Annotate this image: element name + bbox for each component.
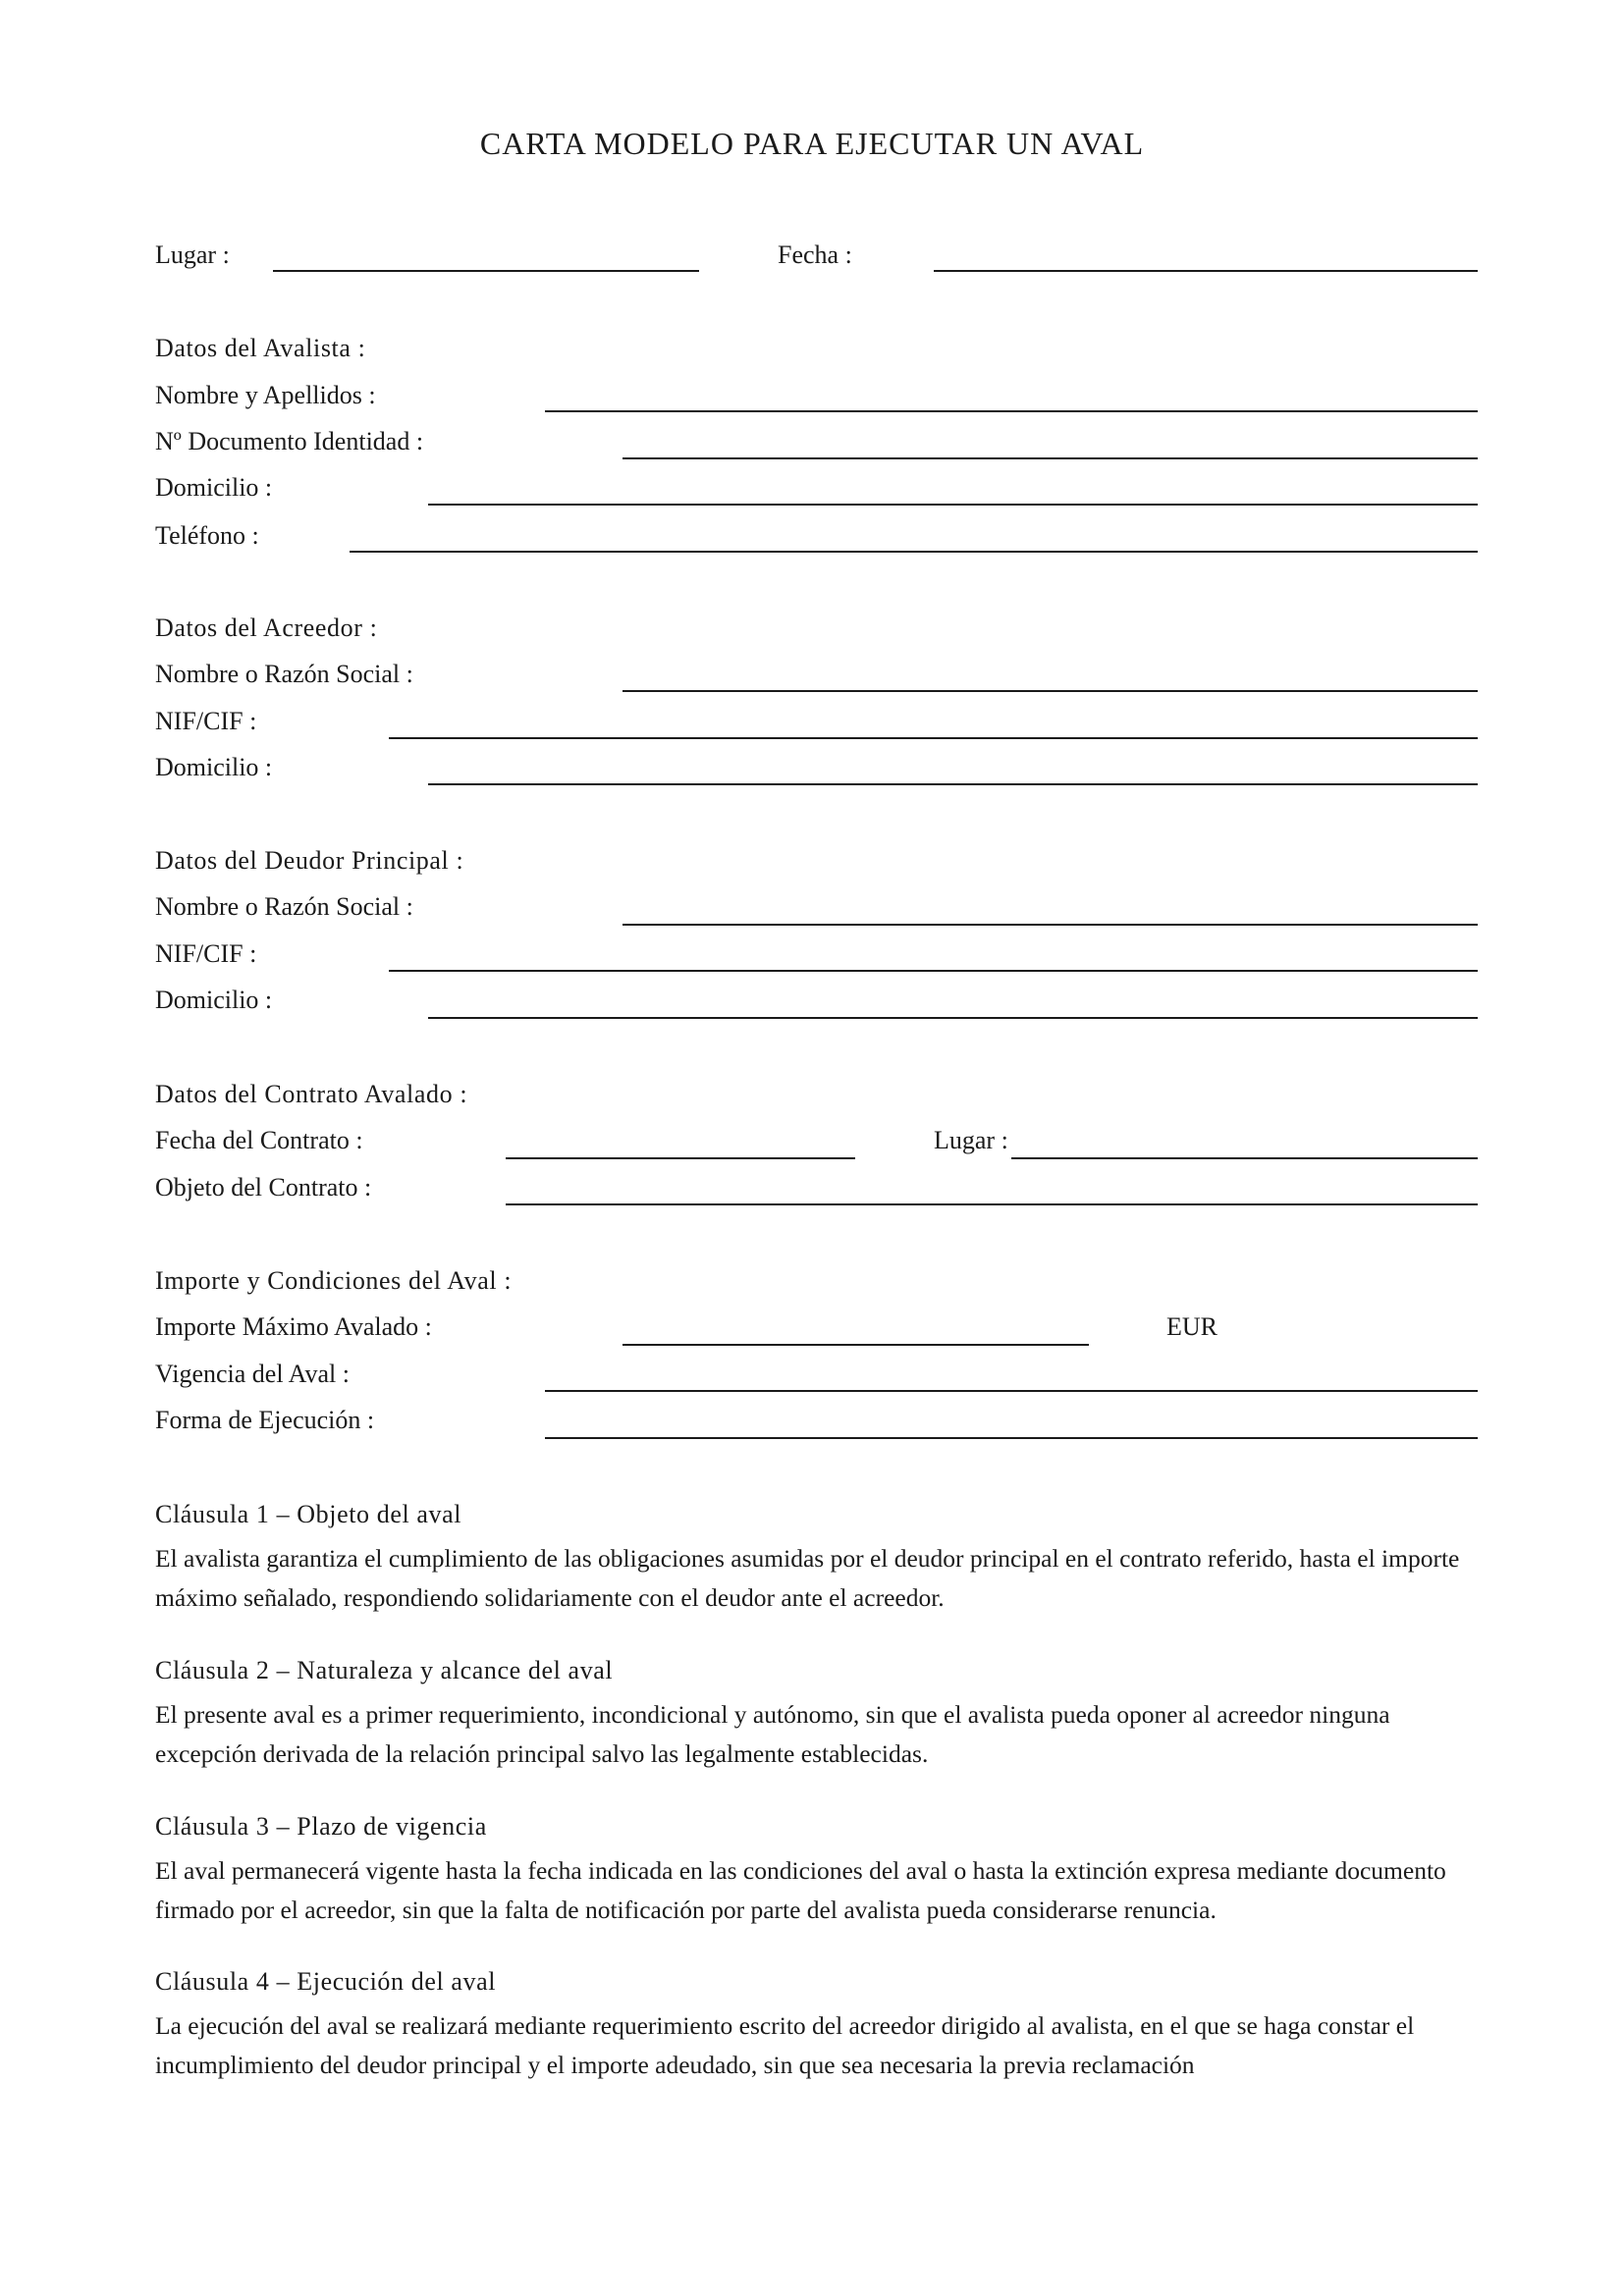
avalista-nombre-field-line[interactable] xyxy=(545,410,1478,412)
clause-3-text: El aval permanecerá vigente hasta la fecha indicada en las condiciones del aval o hasta la extinción expresa mediante documento firmado por el acreedor, sin que la falta de notificación por parte del avalista pueda considerarse renuncia. xyxy=(155,1856,1446,1924)
avalista-heading: Datos del Avalista : xyxy=(155,334,366,362)
contrato-fecha-field-line[interactable] xyxy=(506,1157,855,1159)
forma-ejecucion-label: Forma de Ejecución : xyxy=(155,1406,375,1434)
deudor-nif-label: NIF/CIF : xyxy=(155,939,257,968)
forma-ejecucion-field-line[interactable] xyxy=(545,1437,1478,1439)
avalista-telefono-label: Teléfono : xyxy=(155,521,259,550)
clause-3-heading: Cláusula 3 – Plazo de vigencia xyxy=(155,1812,487,1841)
contrato-lugar-label: Lugar : xyxy=(934,1126,1008,1154)
vigencia-field-line[interactable] xyxy=(545,1390,1478,1392)
contrato-heading: Datos del Contrato Avalado : xyxy=(155,1080,468,1108)
clause-1-heading: Cláusula 1 – Objeto del aval xyxy=(155,1500,462,1528)
importe-currency: EUR xyxy=(1166,1312,1218,1341)
deudor-nombre-label: Nombre o Razón Social : xyxy=(155,892,413,921)
clause-1-text: El avalista garantiza el cumplimiento de las obligaciones asumidas por el deudor principal en el contrato referido, hasta el importe máximo señalado, respondiendo solidariamente con el deudor ante el acreedor. xyxy=(155,1544,1460,1612)
lugar-field-line[interactable] xyxy=(273,270,699,272)
acreedor-domicilio-field-line[interactable] xyxy=(428,783,1478,785)
document-title: CARTA MODELO PARA EJECUTAR UN AVAL xyxy=(479,126,1145,161)
importe-maximo-label: Importe Máximo Avalado : xyxy=(155,1312,432,1341)
deudor-domicilio-label: Domicilio : xyxy=(155,986,273,1014)
contrato-lugar-field-line[interactable] xyxy=(1011,1157,1478,1159)
acreedor-domicilio-label: Domicilio : xyxy=(155,753,273,781)
fecha-label: Fecha : xyxy=(778,240,852,269)
acreedor-heading: Datos del Acreedor : xyxy=(155,614,378,642)
avalista-domicilio-label: Domicilio : xyxy=(155,473,273,502)
importe-maximo-field-line[interactable] xyxy=(623,1344,1089,1346)
lugar-label: Lugar : xyxy=(155,240,230,269)
contrato-fecha-label: Fecha del Contrato : xyxy=(155,1126,363,1154)
acreedor-nif-field-line[interactable] xyxy=(389,737,1478,739)
importe-heading: Importe y Condiciones del Aval : xyxy=(155,1266,513,1295)
clause-2-heading: Cláusula 2 – Naturaleza y alcance del aval xyxy=(155,1656,614,1684)
clause-2-text: El presente aval es a primer requerimiento, incondicional y autónomo, sin que el avalista pueda oponer al acreedor ninguna excepción derivada de la relación principal salvo las legalmente establecidas. xyxy=(155,1700,1390,1768)
contrato-objeto-label: Objeto del Contrato : xyxy=(155,1173,372,1201)
avalista-documento-field-line[interactable] xyxy=(623,457,1478,459)
deudor-nombre-field-line[interactable] xyxy=(623,924,1478,926)
avalista-telefono-field-line[interactable] xyxy=(350,551,1478,553)
deudor-heading: Datos del Deudor Principal : xyxy=(155,846,464,875)
avalista-domicilio-field-line[interactable] xyxy=(428,504,1478,506)
fecha-field-line[interactable] xyxy=(934,270,1478,272)
avalista-documento-label: Nº Documento Identidad : xyxy=(155,427,424,455)
clause-4-heading: Cláusula 4 – Ejecución del aval xyxy=(155,1967,497,1996)
acreedor-nif-label: NIF/CIF : xyxy=(155,707,257,735)
acreedor-nombre-field-line[interactable] xyxy=(623,690,1478,692)
deudor-domicilio-field-line[interactable] xyxy=(428,1017,1478,1019)
vigencia-label: Vigencia del Aval : xyxy=(155,1360,350,1388)
contrato-objeto-field-line[interactable] xyxy=(506,1203,1478,1205)
clause-4-text: La ejecución del aval se realizará mediante requerimiento escrito del acreedor dirigido al avalista, en el que se haga constar el incumplimiento del deudor principal y el importe adeudado, sin que sea necesaria la previa reclamación xyxy=(155,2011,1415,2079)
deudor-nif-field-line[interactable] xyxy=(389,970,1478,972)
acreedor-nombre-label: Nombre o Razón Social : xyxy=(155,660,413,688)
avalista-nombre-label: Nombre y Apellidos : xyxy=(155,381,376,409)
